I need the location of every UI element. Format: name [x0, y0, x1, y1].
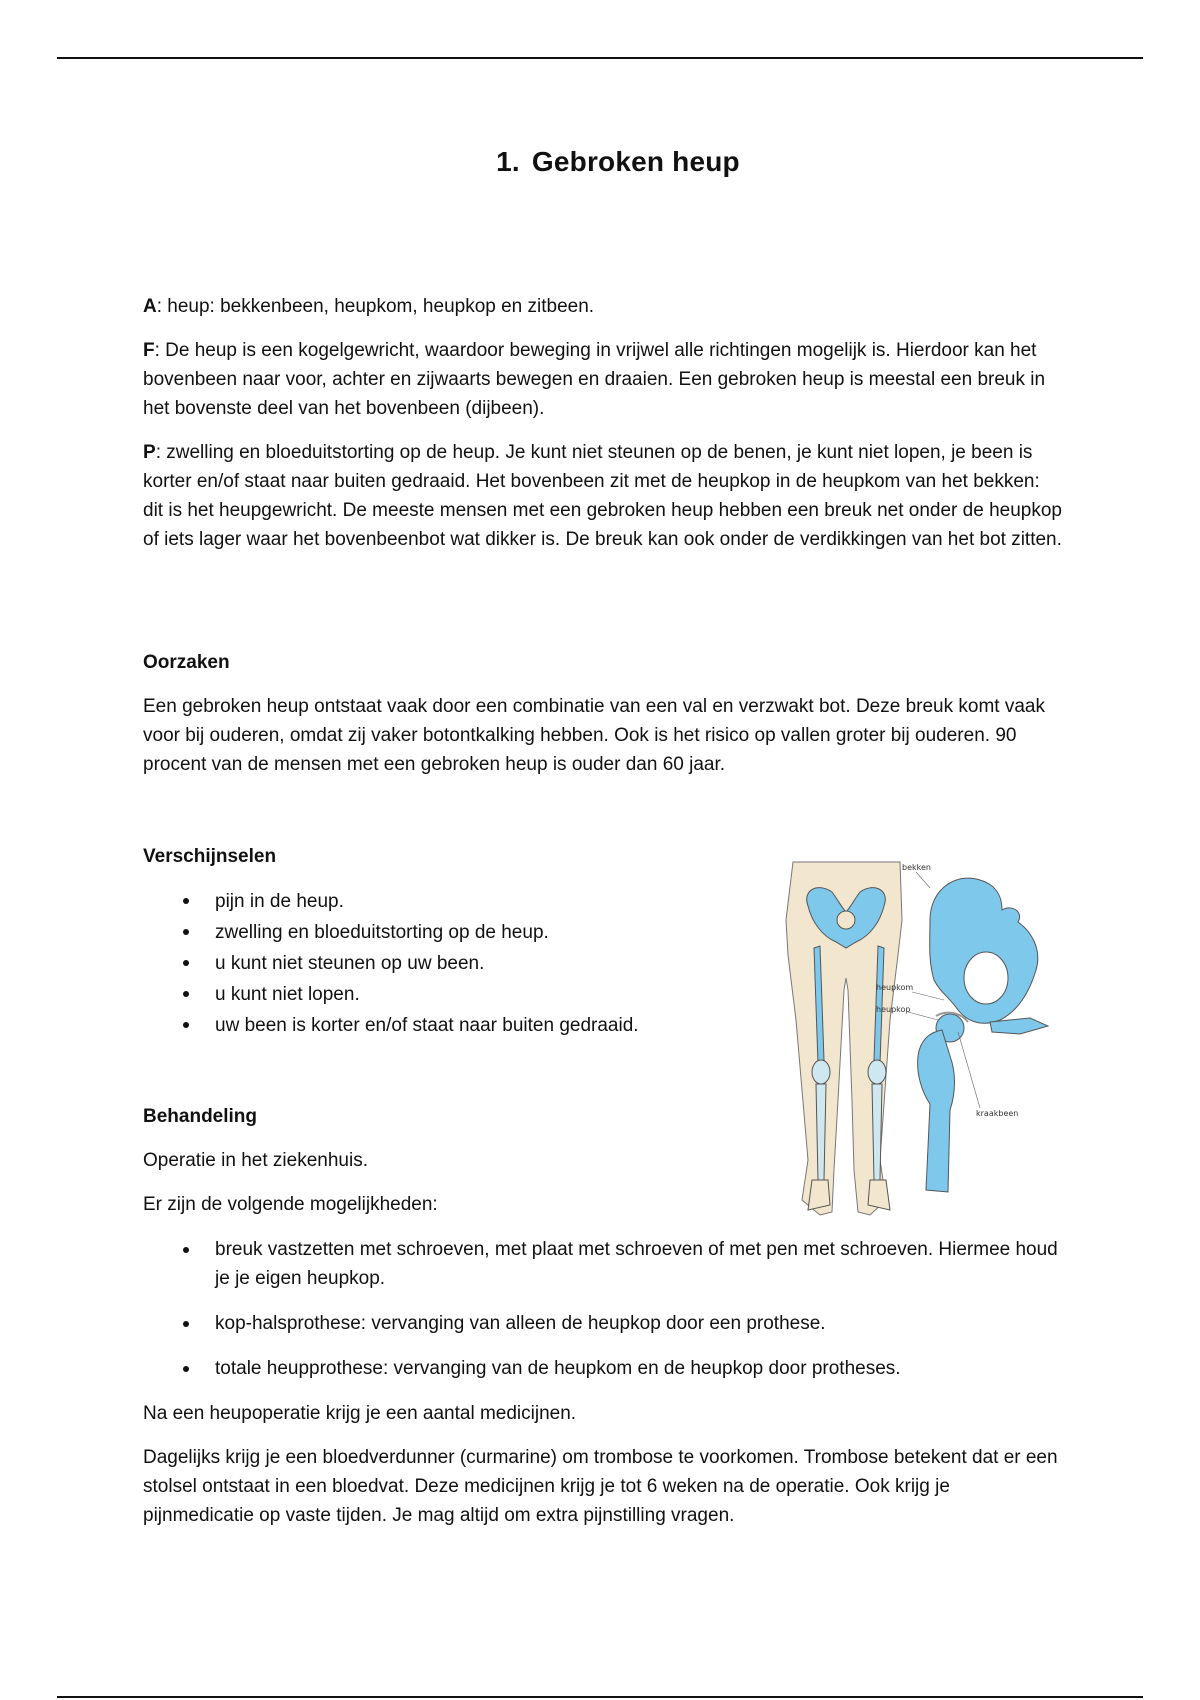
- label-heupkop: heupkop: [876, 1005, 911, 1014]
- list-item: breuk vastzetten met schroeven, met plaat met schroeven of met pen met schroeven. Hiermee houd je je eigen heupkop.: [143, 1235, 1063, 1293]
- label-heupkom: heupkom: [876, 983, 914, 992]
- text-f: : De heup is een kogelgewricht, waardoor beweging in vrijwel alle richtingen mogelijk is. Hierdoor kan het bovenbeen naar voor, achter en zijwaarts bewegen en draaien. Een gebroken heup is meestal een breuk in het bovenste deel van het bovenbeen (dijbeen).: [143, 340, 1046, 419]
- paragraph-p: [143, 438, 1063, 554]
- behandeling-line2: Er zijn de volgende mogelijkheden:: [143, 1194, 438, 1215]
- label-kraakbeen: kraakbeen: [976, 1109, 1019, 1118]
- list-item: u kunt niet lopen.: [143, 979, 703, 1010]
- verschijnselen-section: [143, 842, 703, 1041]
- paragraph-f: [143, 336, 1063, 423]
- label-bekken: bekken: [902, 863, 931, 872]
- header-rule: [57, 57, 1143, 59]
- intro-section: [143, 292, 1063, 554]
- list-item: zwelling en bloeduitstorting op de heup.: [143, 917, 703, 948]
- list-item: kop-halsprothese: vervanging van alleen de heupkop door een prothese.: [143, 1309, 1063, 1338]
- behandeling-section: [143, 1102, 1063, 1530]
- text-p: : zwelling en bloeduitstorting op de heup. Je kunt niet steunen op de benen, je kunt niet lopen, je been is korter en/of staat naar buiten gedraaid. Het bovenbeen zit met de heupkop in de heupkom van het bekken: dit is het heupgewricht. De meeste mensen met een gebroken heup hebben een breuk net onder de heupkop of iets lager waar het bovenbeenbot wat dikker is. De breuk kan ook onder de verdikkingen van het bot zitten.: [143, 442, 1062, 550]
- oorzaken-section: [143, 648, 1063, 779]
- label-p: P: [143, 442, 156, 463]
- footer-rule: [57, 1696, 1143, 1698]
- oorzaken-heading: Oorzaken: [143, 652, 230, 673]
- behandeling-after2: Dagelijks krijg je een bloedverdunner (curmarine) om trombose te voorkomen. Trombose betekent dat er een stolsel ontstaat in een bloedvat. Deze medicijnen krijg je tot 6 weken na de operatie. Ook krijg je pijnmedicatie op vaste tijden. Je mag altijd om extra pijnstilling vragen.: [143, 1447, 1058, 1526]
- label-f: F: [143, 340, 155, 361]
- behandeling-after1: Na een heupoperatie krijg je een aantal medicijnen.: [143, 1403, 577, 1424]
- verschijnselen-list: [143, 886, 703, 1041]
- text-a: : heup: bekkenbeen, heupkom, heupkop en zitbeen.: [156, 296, 595, 317]
- paragraph-a: [143, 292, 1063, 321]
- verschijnselen-heading: Verschijnselen: [143, 846, 277, 867]
- oorzaken-text: Een gebroken heup ontstaat vaak door een combinatie van een val en verzwakt bot. Deze breuk komt vaak voor bij ouderen, omdat zij vaker botontkalking hebben. Ook is het risico op vallen groter bij ouderen. 90 procent van de mensen met een gebroken heup is ouder dan 60 jaar.: [143, 696, 1045, 775]
- label-a: A: [143, 296, 157, 317]
- behandeling-heading: Behandeling: [143, 1106, 258, 1127]
- list-item: u kunt niet steunen op uw been.: [143, 948, 703, 979]
- list-item: pijn in de heup.: [143, 886, 703, 917]
- behandeling-line1: Operatie in het ziekenhuis.: [143, 1150, 368, 1171]
- list-item: totale heupprothese: vervanging van de heupkom en de heupkop door protheses.: [143, 1354, 1063, 1383]
- title-text: Gebroken heup: [531, 146, 740, 177]
- page-title: [0, 146, 1200, 178]
- title-number: 1.: [496, 146, 520, 177]
- list-item: uw been is korter en/of staat naar buiten gedraaid.: [143, 1010, 703, 1041]
- behandeling-options-list: [143, 1235, 1063, 1383]
